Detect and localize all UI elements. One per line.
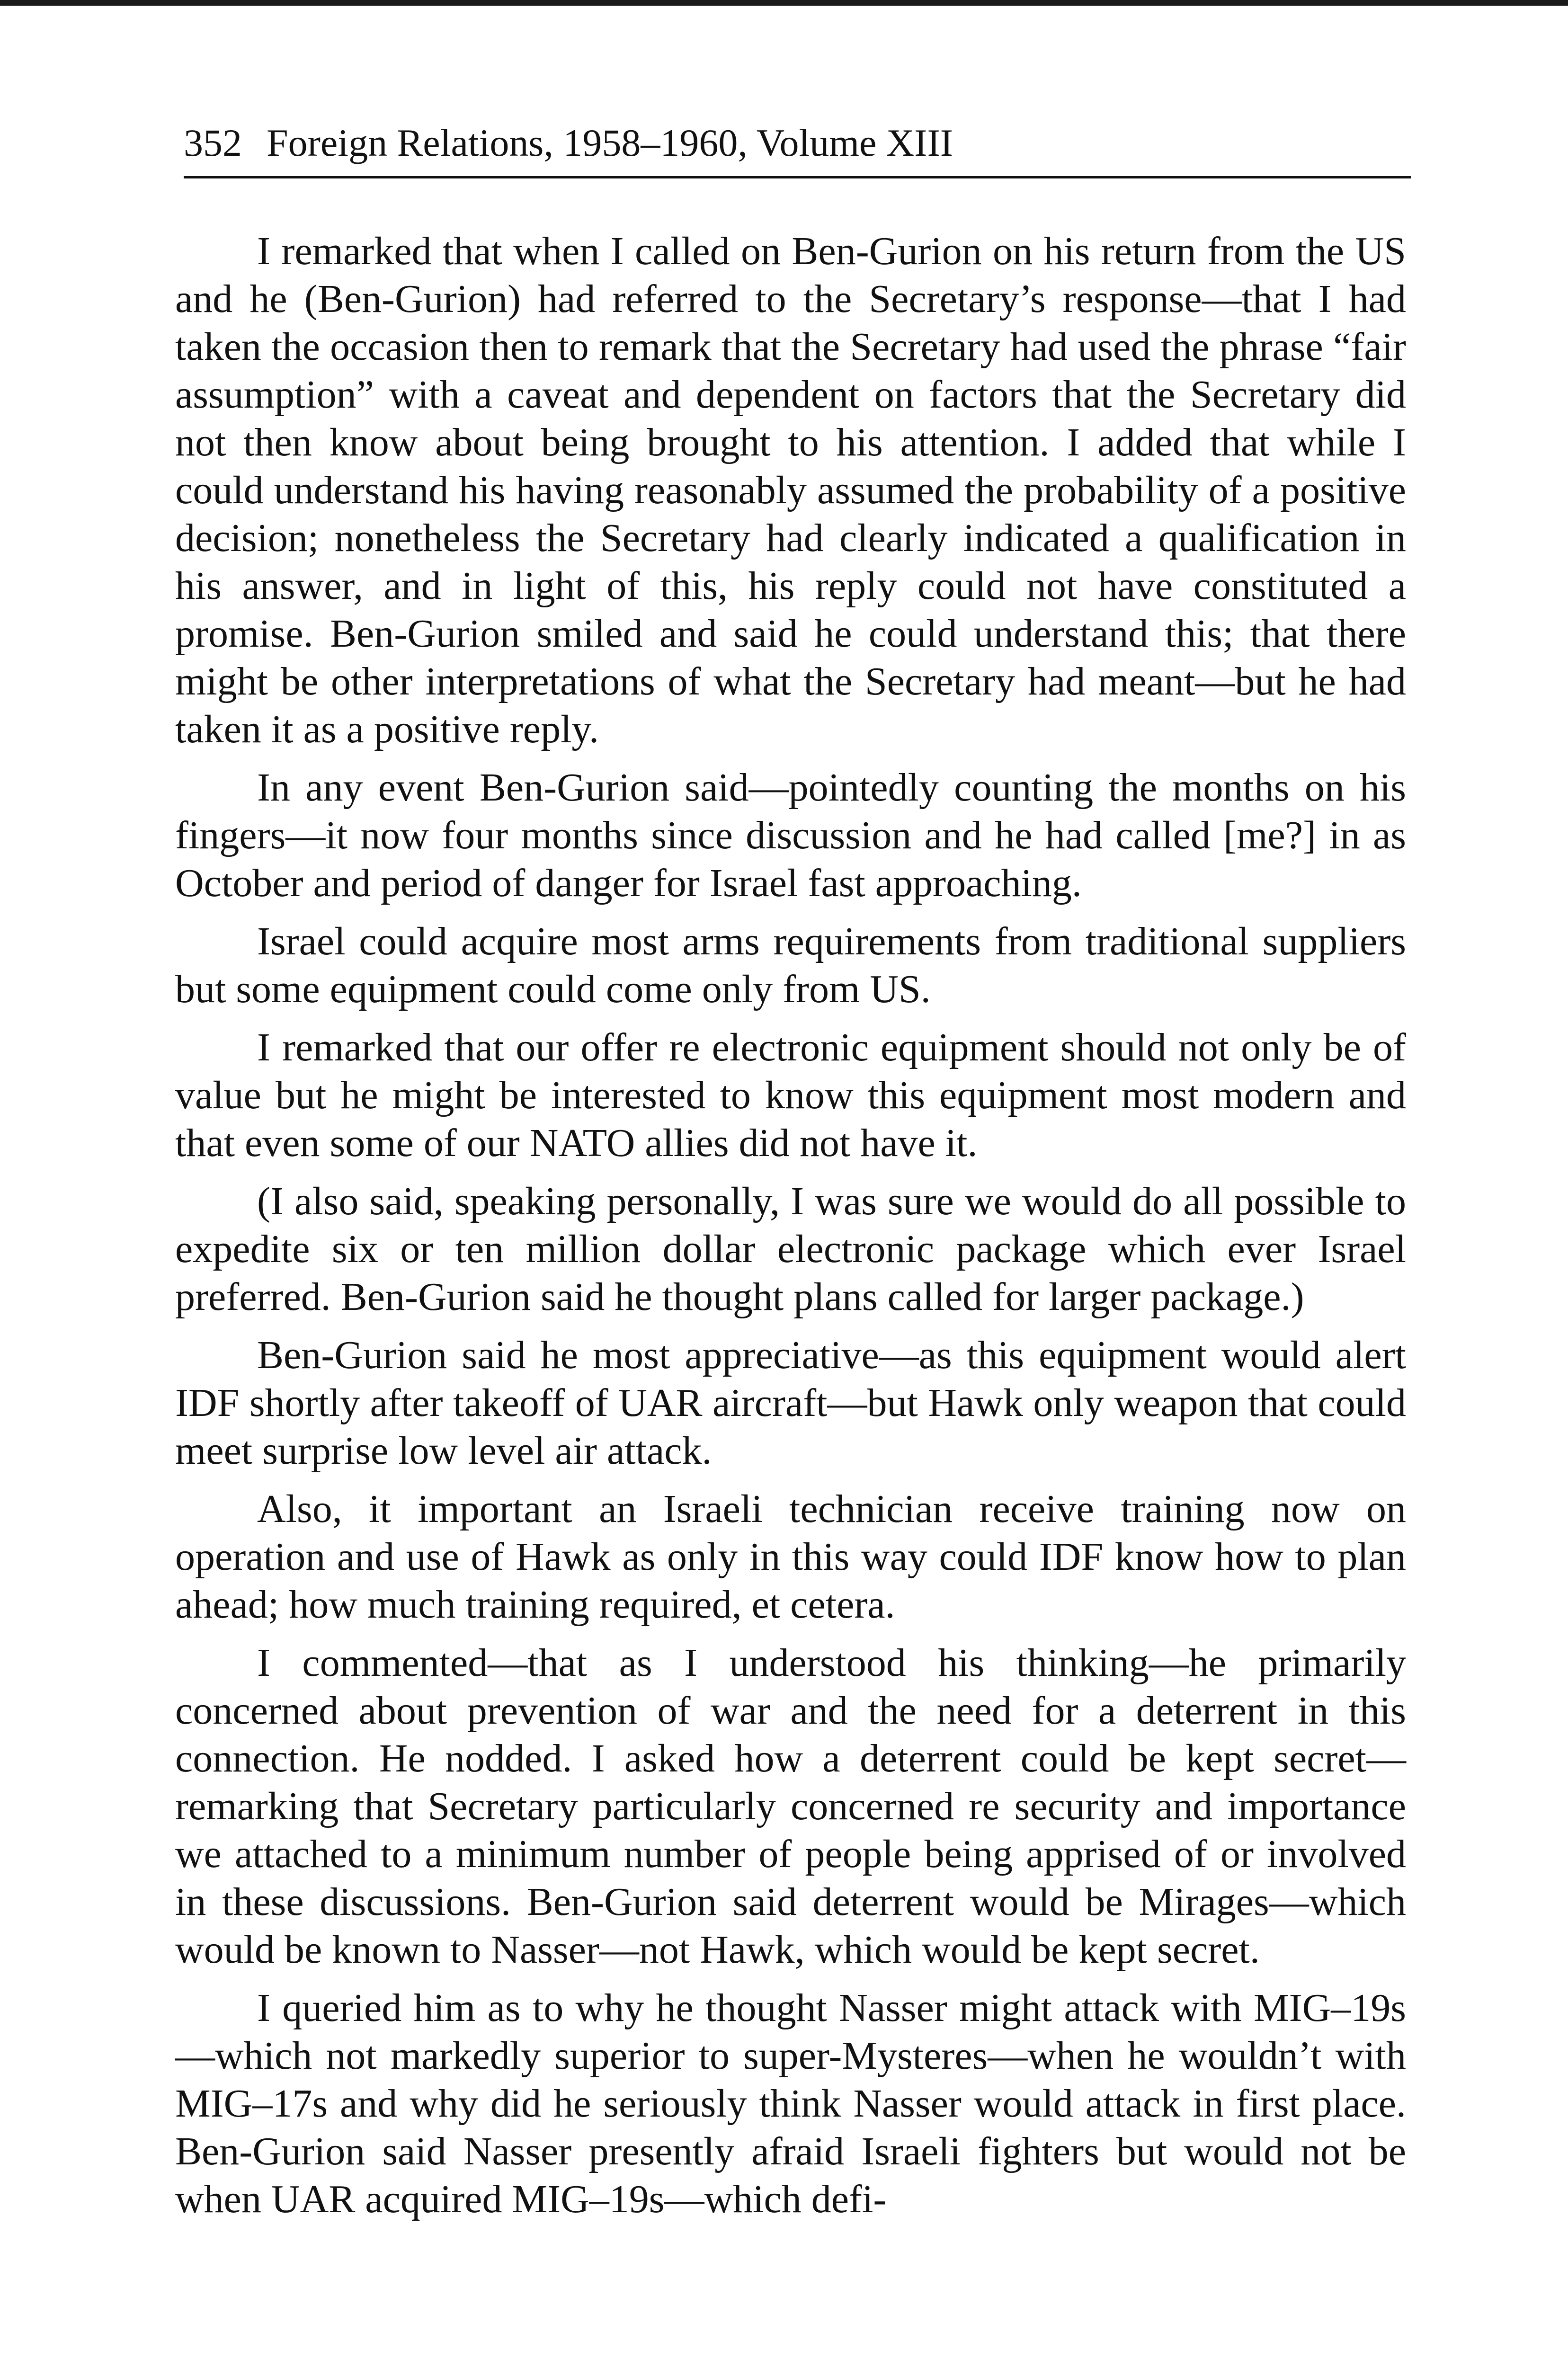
paragraph: I commented—that as I understood his thinking—he primarily concerned about prevention of war and the need for a deterrent in this connection. He nodded. I asked how a deterrent could be kept secret—remarking that Secretary particularly concerned re security and importance we attached to a minimum number of people being apprised of or involved in these discussions. Ben-Gurion said deterrent would be Mirages—which would be known to Nasser—not Hawk, which would be kept secret. — [175, 1641, 1406, 1972]
paragraph: In any event Ben-Gurion said—pointedly counting the months on his fingers—it now four months since discussion and he had called [me?] in as October and period of danger for Israel fast approaching. — [175, 765, 1406, 905]
running-header — [184, 119, 1411, 178]
running-head-title: Foreign Relations, 1958–1960, Volume XIII — [267, 121, 953, 164]
page-number: 352 — [184, 121, 242, 164]
scan-top-edge — [0, 0, 1568, 6]
paragraph: I remarked that when I called on Ben-Gurion on his return from the US and he (Ben-Gurion) had referred to the Secretary’s response—that I had taken the occasion then to remark that the Secretary had used the phrase “fair assumption” with a caveat and dependent on factors that the Secretary did not then know about being brought to his attention. I added that while I could understand his having reasonably assumed the probability of a positive decision; nonetheless the Secretary had clearly indicated a qualification in his answer, and in light of this, his reply could not have constituted a promise. Ben-Gurion smiled and said he could understand this; that there might be other interpretations of what the Secretary had meant—but he had taken it as a positive reply. — [175, 229, 1406, 751]
paragraph: I remarked that our offer re electronic equipment should not only be of value but he might be interested to know this equipment most modern and that even some of our NATO allies did not have it. — [175, 1025, 1406, 1165]
paragraph: Ben-Gurion said he most appreciative—as this equipment would alert IDF shortly after takeoff of UAR aircraft—but Hawk only weapon that could meet surprise low level air attack. — [175, 1333, 1406, 1473]
paragraph: Also, it important an Israeli technician receive training now on operation and use of Hawk as only in this way could IDF know how to plan ahead; how much training required, et cetera. — [175, 1487, 1406, 1627]
paragraph: (I also said, speaking personally, I was sure we would do all possible to expedite six or ten million dollar electronic package which ever Israel preferred. Ben-Gurion said he thought plans called for larger package.) — [175, 1179, 1406, 1319]
paragraph: I queried him as to why he thought Nasser might attack with MIG–19s—which not markedly superior to super-Mysteres—when he wouldn’t with MIG–17s and why did he seriously think Nasser would attack in first place. Ben-Gurion said Nasser presently afraid Israeli fighters but would not be when UAR acquired MIG–19s—which defi- — [175, 1986, 1406, 2221]
body-text — [175, 227, 1406, 2234]
paragraph: Israel could acquire most arms requirements from traditional suppliers but some equipment could come only from US. — [175, 919, 1406, 1011]
